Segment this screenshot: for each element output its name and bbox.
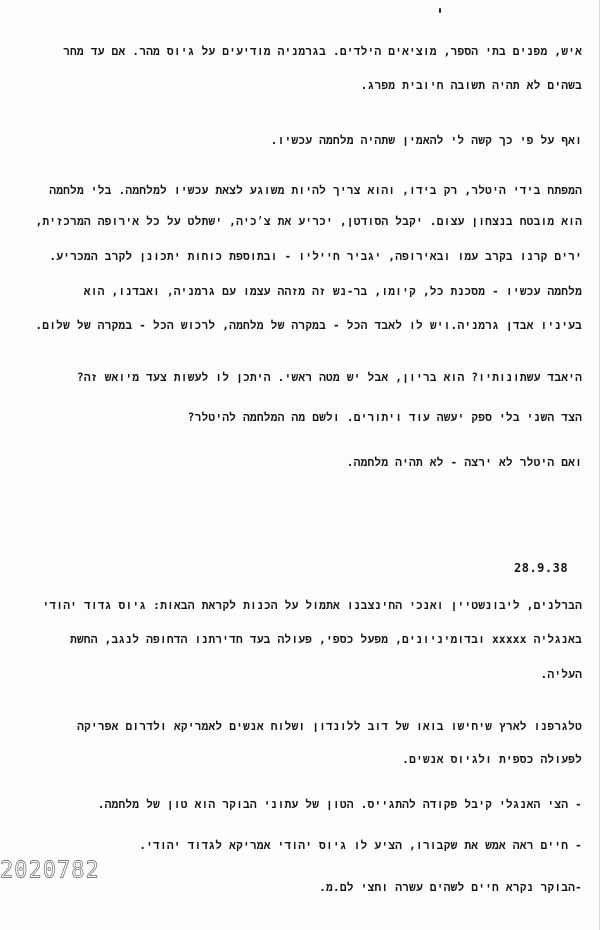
text-line: בעיניו אבדן גרמניה.ויש לו לאבד הכל - במקרה של מלחמה, לרכוש הכל - במקרה של שלום. <box>35 319 582 332</box>
text-line: העליה. <box>540 668 582 681</box>
text-line: ואף על פי כך קשה לי להאמין שתהיה מלחמה עכשיו. <box>270 134 582 147</box>
ink-mark <box>439 8 441 13</box>
text-line: - חיים ראה אמש את שקבורו, הציע לו גיוס יהודי אמריקא לגדוד יהודי. <box>139 839 582 852</box>
text-line: באנגליה xxxxx ובדומיניונים, מפעל כספי, פעולה בעד חדירתנו הדחופה לנגב, החשת <box>69 633 582 646</box>
text-line: המפתח בידי היטלר, רק בידו, והוא צריך להיות משוגע לצאת עכשיו למלחמה. בלי מלחמה <box>49 184 582 197</box>
text-line: מלחמה עכשיו - מסכנת כל, קיומו, בר-נש זה מזהה עצמו עם גרמניה, ואבדנו, הוא <box>83 285 582 298</box>
text-line: בשהים לא תהיה תשובה חיובית מפרג. <box>360 79 582 92</box>
text-line: הוא מובטח בנצחון עצום. יקבל הסודטן, יכריע את צ׳כיה, ישתלט על כל אירופה המרכזית, <box>35 215 582 228</box>
text-line: טלגרפנו לארץ שיחישו בואו של דוב ללונדון ושלוח אנשים לאמריקא ולדרום אפריקה <box>77 720 582 733</box>
text-line: הברלנים, ליבונשטיין ואנכי החינצבנו אתמול על הכנות לקראת הבאות: גיוס גדוד יהודי <box>42 599 582 612</box>
text-line: ירים קרנו בקרב עמו ובאירופה, יגביר חייליו - ובתוספת כוחות יתכונן לקרב המכריע. <box>49 250 582 263</box>
archive-stamp: 2020782 <box>0 857 100 884</box>
text-line: -הבוקר נקרא חיים לשהים עשרה וחצי לם.מ. <box>319 881 582 894</box>
text-line: - הצי האנגלי קיבל פקודה להתגייס. הטון של עתוני הבוקר הוא טון של מלחמה. <box>97 798 582 811</box>
text-line: ואם היטלר לא ירצה - לא תהיה מלחמה. <box>346 456 582 469</box>
text-line: איש, מפנים בתי הספר, מוציאים הילדים. בגרמניה מודיעים על גיוס מהר. אם עד מחר <box>63 45 582 58</box>
entry-date: 28.9.38 <box>514 561 569 575</box>
text-line: לפעולה כספית ולגיוס אנשים. <box>402 753 582 766</box>
text-line: הצד השני בלי ספק יעשה עוד ויתורים. ולשם מה המלחמה להיטלר? <box>187 411 582 424</box>
text-line: היאבד עשתונותיו? הוא בריון, אבל יש מטה ראשי. היתכן לו לעשות צעד מיואש זה? <box>76 371 582 384</box>
